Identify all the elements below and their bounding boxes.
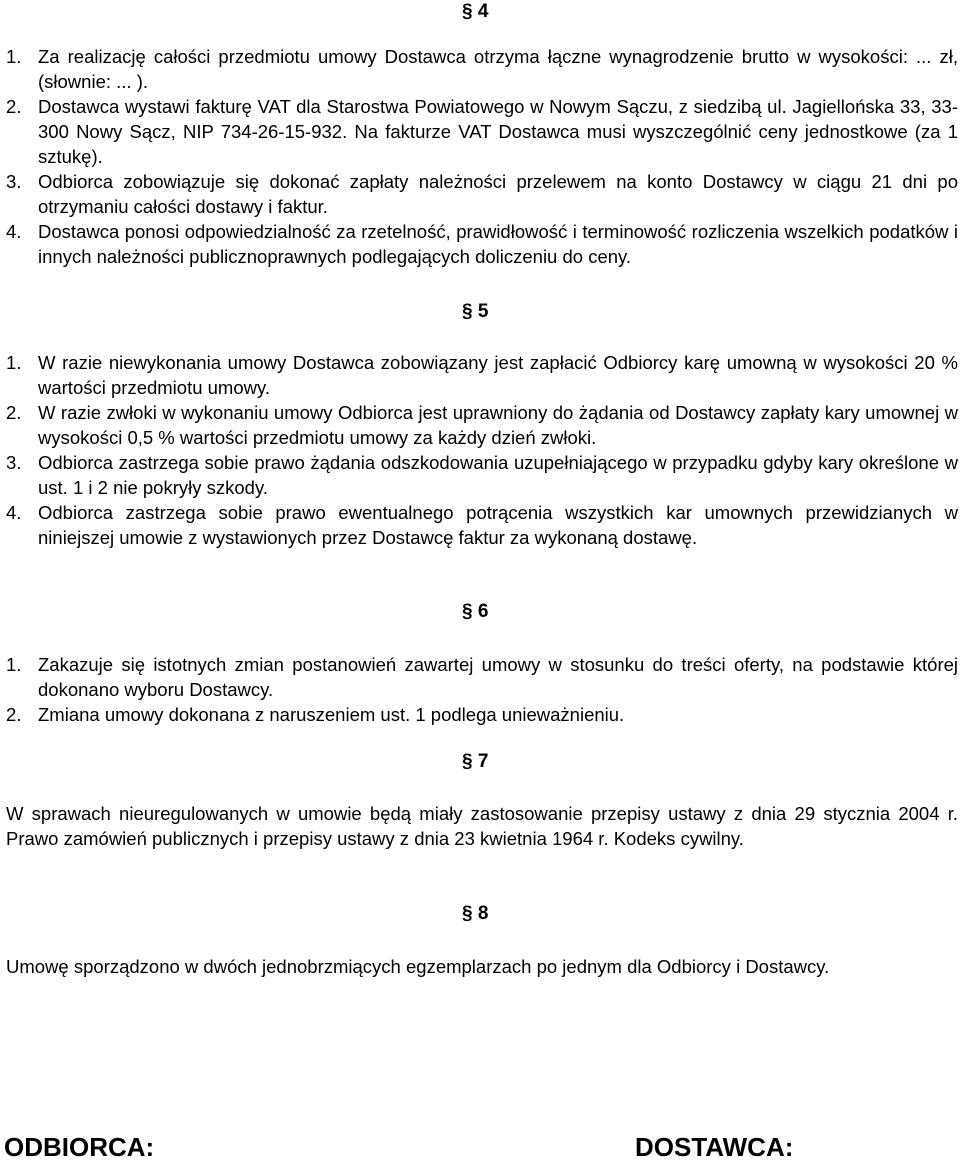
section-6-list: [6, 652, 958, 727]
list-item: [6, 702, 958, 727]
section-7-heading: § 7: [462, 751, 489, 772]
item-text: Odbiorca zastrzega sobie prawo żądania odszkodowania uzupełniającego w przypadku gdyby kary określone w ust. 1 i 2 nie pokryły szkody.: [38, 452, 958, 498]
item-number: 2.: [6, 704, 22, 725]
list-item: [6, 652, 958, 702]
item-text: Zmiana umowy dokonana z naruszeniem ust. 1 podlega unieważnieniu.: [38, 704, 625, 725]
section-5-list: [6, 350, 958, 550]
section-8-heading: § 8: [462, 903, 489, 924]
signature-odbiorca: ODBIORCA:: [4, 1132, 155, 1162]
section-8-text: Umowę sporządzono w dwóch jednobrzmiących egzemplarzach po jednym dla Odbiorcy i Dostawcy.: [6, 956, 830, 977]
signature-dostawca: DOSTAWCA:: [635, 1132, 794, 1162]
section-5-heading: § 5: [462, 301, 489, 322]
item-text: Dostawca wystawi fakturę VAT dla Starostwa Powiatowego w Nowym Sączu, z siedzibą ul. Jagiellońska 33, 33-300 Nowy Sącz, NIP 734-26-15-932. Na fakturze VAT Dostawca musi wyszczególnić ceny jednostkowe (za 1 sztukę).: [38, 96, 958, 167]
list-item: [6, 350, 958, 400]
item-text: Za realizację całości przedmiotu umowy Dostawca otrzyma łączne wynagrodzenie brutto w wysokości: ... zł, (słownie: ... ).: [38, 46, 958, 92]
list-item: [6, 219, 958, 269]
item-number: 1.: [6, 654, 22, 675]
item-text: Odbiorca zastrzega sobie prawo ewentualnego potrącenia wszystkich kar umownych przewidzianych w niniejszej umowie z wystawionych przez Dostawcę faktur za wykonaną dostawę.: [38, 502, 958, 548]
section-4-heading: § 4: [462, 1, 489, 22]
item-number: 2.: [6, 96, 22, 117]
item-number: 4.: [6, 221, 22, 242]
section-6-heading: § 6: [462, 601, 489, 622]
item-number: 2.: [6, 402, 22, 423]
section-4-list: [6, 44, 958, 269]
item-text: Dostawca ponosi odpowiedzialność za rzetelność, prawidłowość i terminowość rozliczenia wszelkich podatków i innych należności publicznoprawnych podlegających doliczeniu do ceny.: [38, 221, 958, 267]
list-item: [6, 400, 958, 450]
item-number: 3.: [6, 452, 22, 473]
list-item: [6, 44, 958, 94]
list-item: [6, 169, 958, 219]
list-item: [6, 450, 958, 500]
item-text: W razie zwłoki w wykonaniu umowy Odbiorca jest uprawniony do żądania od Dostawcy zapłaty kary umownej w wysokości 0,5 % wartości przedmiotu umowy za każdy dzień zwłoki.: [38, 402, 958, 448]
item-number: 4.: [6, 502, 22, 523]
item-text: W razie niewykonania umowy Dostawca zobowiązany jest zapłacić Odbiorcy karę umowną w wysokości 20 % wartości przedmiotu umowy.: [38, 352, 958, 398]
item-text: Odbiorca zobowiązuje się dokonać zapłaty należności przelewem na konto Dostawcy w ciągu 21 dni po otrzymaniu całości dostawy i faktur.: [38, 171, 958, 217]
item-number: 1.: [6, 352, 22, 373]
list-item: [6, 94, 958, 169]
section-7-text: W sprawach nieuregulowanych w umowie będą miały zastosowanie przepisy ustawy z dnia 29 stycznia 2004 r. Prawo zamówień publicznych i przepisy ustawy z dnia 23 kwietnia 1964 r. Kodeks cywilny.: [6, 803, 958, 849]
list-item: [6, 500, 958, 550]
item-number: 3.: [6, 171, 22, 192]
item-text: Zakazuje się istotnych zmian postanowień zawartej umowy w stosunku do treści oferty, na podstawie której dokonano wyboru Dostawcy.: [38, 654, 958, 700]
item-number: 1.: [6, 46, 22, 67]
